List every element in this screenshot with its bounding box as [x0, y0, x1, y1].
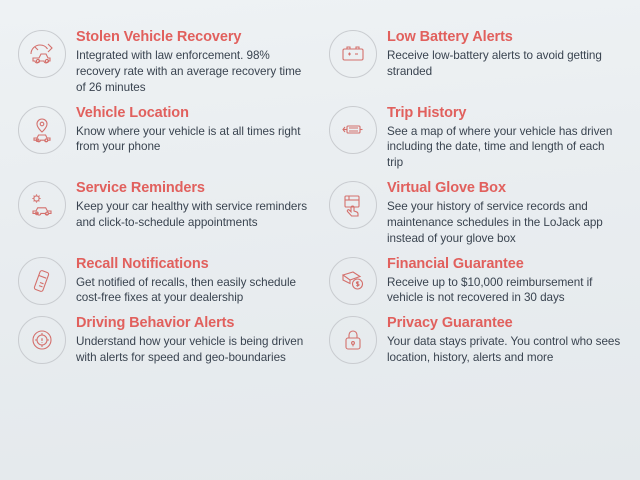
- feature-item: [329, 28, 622, 96]
- feature-title: Financial Guarantee: [387, 255, 524, 272]
- feature-text: [76, 104, 311, 156]
- feature-title: Stolen Vehicle Recovery: [76, 29, 242, 45]
- feature-description: Understand how your vehicle is being driven with alerts for speed and geo-boundaries: [76, 335, 304, 365]
- feature-item: [18, 255, 311, 307]
- driving-behavior-alerts-icon: [18, 316, 66, 364]
- feature-item: [329, 255, 622, 307]
- feature-text: [76, 179, 311, 231]
- privacy-guarantee-icon: [329, 316, 377, 364]
- feature-item: [18, 314, 311, 366]
- feature-description: Your data stays private. You control who sees location, history, alerts and more: [387, 335, 621, 365]
- feature-title: Virtual Glove Box: [387, 180, 506, 196]
- service-reminders-icon: [18, 181, 66, 229]
- feature-text: [387, 255, 622, 307]
- feature-description: Get notified of recalls, then easily schedule cost-free fixes at your dealership: [76, 275, 296, 305]
- vehicle-location-icon: [18, 106, 66, 154]
- feature-title: Low Battery Alerts: [387, 29, 513, 45]
- feature-text: [387, 179, 622, 247]
- feature-description: Receive up to $10,000 reimbursement if vehicle is not recovered in 30 days: [387, 275, 593, 305]
- feature-title: Service Reminders: [76, 180, 205, 196]
- feature-title: Trip History: [387, 104, 467, 121]
- feature-title: Vehicle Location: [76, 104, 189, 121]
- feature-item: [18, 28, 311, 96]
- feature-description: Know where your vehicle is at all times right from your phone: [76, 124, 301, 154]
- feature-description: Keep your car healthy with service reminders and click-to-schedule appointments: [76, 200, 308, 229]
- feature-description: See a map of where your vehicle has driven including the date, time and length of each trip: [387, 124, 613, 170]
- feature-title: Privacy Guarantee: [387, 315, 513, 332]
- feature-title: Driving Behavior Alerts: [76, 315, 235, 332]
- feature-grid: [18, 28, 622, 450]
- feature-title: Recall Notifications: [76, 255, 209, 272]
- feature-text: [387, 104, 622, 172]
- trip-history-icon: [329, 106, 377, 154]
- feature-item: [18, 104, 311, 172]
- feature-item: [329, 179, 622, 247]
- feature-text: [76, 255, 311, 307]
- feature-description: See your history of service records and maintenance schedules in the LoJack app instead of your glove box: [387, 200, 603, 245]
- feature-text: [387, 314, 622, 366]
- feature-item: [18, 179, 311, 247]
- feature-item: [329, 104, 622, 172]
- financial-guarantee-icon: [329, 257, 377, 305]
- feature-item: [329, 314, 622, 366]
- feature-text: [76, 28, 311, 96]
- virtual-glove-box-icon: [329, 181, 377, 229]
- feature-text: [76, 314, 311, 366]
- feature-description: Receive low-battery alerts to avoid getting stranded: [387, 49, 602, 78]
- low-battery-alerts-icon: [329, 30, 377, 78]
- feature-text: [387, 28, 622, 80]
- stolen-vehicle-recovery-icon: [18, 30, 66, 78]
- recall-notifications-icon: [18, 257, 66, 305]
- feature-description: Integrated with law enforcement. 98% recovery rate with an average recovery time of 26 minutes: [76, 49, 302, 94]
